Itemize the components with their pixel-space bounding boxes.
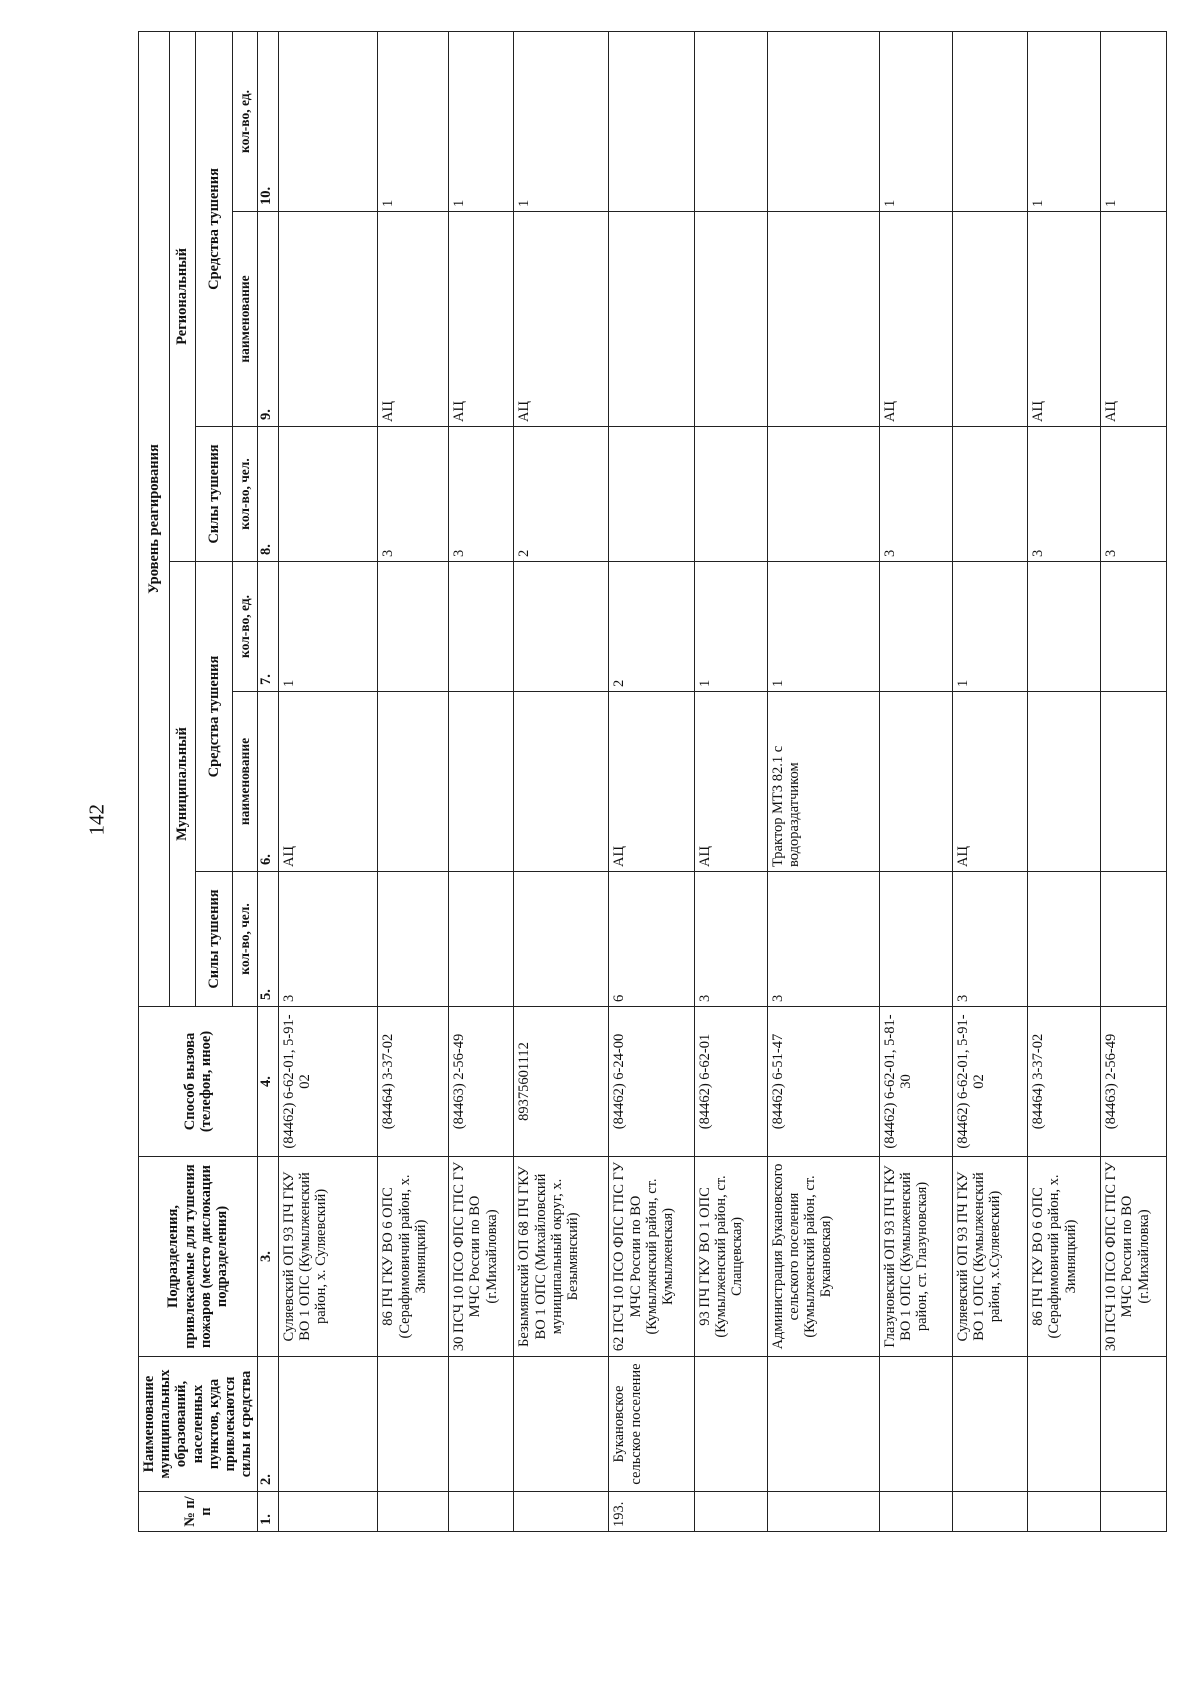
column-number: 5. — [257, 872, 278, 1007]
row-r-qty: 1 — [378, 31, 449, 211]
row-unit: 86 ПЧ ГКУ ВО 6 ОПС (Серафимовичий район, х. Зимняцкий) — [378, 1157, 449, 1357]
row-r-people — [609, 427, 694, 562]
row-number — [514, 1492, 609, 1532]
row-m-people: 3 — [767, 872, 879, 1007]
column-number: 8. — [257, 427, 278, 562]
row-number — [1101, 1492, 1166, 1532]
row-m-people — [1101, 872, 1166, 1007]
row-r-name: АЦ — [449, 212, 514, 427]
row-m-name: АЦ — [952, 692, 1027, 872]
row-r-name: АЦ — [514, 212, 609, 427]
row-settlement — [378, 1357, 449, 1492]
row-r-people — [952, 427, 1027, 562]
row-r-name: АЦ — [1101, 212, 1166, 427]
row-m-qty — [449, 562, 514, 692]
row-m-people: 3 — [952, 872, 1027, 1007]
header-response-level: Уровень реагирования — [139, 31, 170, 1006]
row-settlement: Букановское сельское поселение — [609, 1357, 694, 1492]
table-row — [879, 31, 952, 1531]
row-settlement — [694, 1357, 767, 1492]
row-m-name — [879, 692, 952, 872]
row-settlement — [952, 1357, 1027, 1492]
table-row — [694, 31, 767, 1531]
row-number — [952, 1492, 1027, 1532]
row-unit: 86 ПЧ ГКУ ВО 6 ОПС (Серафимовичий район, х. Зимняцкий) — [1028, 1157, 1101, 1357]
header-settlement: Наименование муниципальных образований, населенных пунктов, куда привлекаются силы и средства — [139, 1357, 258, 1492]
row-m-qty: 2 — [609, 562, 694, 692]
header-m-qty-people: кол-во, чел. — [233, 872, 258, 1007]
column-number: 4. — [257, 1007, 278, 1157]
row-number — [767, 1492, 879, 1532]
header-m-name: наименование — [233, 692, 258, 872]
fire-forces-table — [138, 31, 1167, 1532]
row-r-name — [609, 212, 694, 427]
row-unit: Безымянский ОП 68 ПЧ ГКУ ВО 1 ОПС (Михайловский муниципальный округ, х. Безымянский) — [514, 1157, 609, 1357]
row-r-qty — [952, 31, 1027, 211]
row-r-name — [952, 212, 1027, 427]
table-row — [609, 31, 694, 1531]
column-number: 6. — [257, 692, 278, 872]
row-r-qty: 1 — [1028, 31, 1101, 211]
row-phone: (84462) 6-24-00 — [609, 1007, 694, 1157]
header-m-means: Средства тушения — [196, 562, 233, 872]
row-m-qty: 1 — [952, 562, 1027, 692]
row-m-name — [378, 692, 449, 872]
row-phone: (84464) 3-37-02 — [1028, 1007, 1101, 1157]
row-unit: 30 ПСЧ 10 ПСО ФПС ГПС ГУ МЧС России по ВО (г.Михайловка) — [449, 1157, 514, 1357]
header-unit: Подразделения, привлекаемые для тушения пожаров (место дислокации подразделения) — [139, 1157, 258, 1357]
row-r-qty: 1 — [514, 31, 609, 211]
header-municipal: Муниципальный — [169, 562, 196, 1007]
table-row — [449, 31, 514, 1531]
row-r-people — [278, 427, 378, 562]
row-m-qty: 1 — [278, 562, 378, 692]
row-r-name: АЦ — [879, 212, 952, 427]
header-r-means: Средства тушения — [196, 31, 233, 426]
column-number-row — [257, 31, 278, 1531]
page-number: 142 — [84, 804, 109, 836]
row-unit: 30 ПСЧ 10 ПСО ФПС ГПС ГУ МЧС России по ВО (г.Михайловка) — [1101, 1157, 1166, 1357]
row-phone: (84463) 2-56-49 — [1101, 1007, 1166, 1157]
row-m-name — [1028, 692, 1101, 872]
column-number: 3. — [257, 1157, 278, 1357]
row-r-qty — [767, 31, 879, 211]
column-number: 7. — [257, 562, 278, 692]
row-m-name: АЦ — [278, 692, 378, 872]
row-phone: (84462) 6-62-01, 5-81-30 — [879, 1007, 952, 1157]
row-m-qty — [1028, 562, 1101, 692]
row-m-name: АЦ — [694, 692, 767, 872]
row-phone: (84462) 6-51-47 — [767, 1007, 879, 1157]
row-settlement — [278, 1357, 378, 1492]
row-m-people: 3 — [694, 872, 767, 1007]
row-settlement — [514, 1357, 609, 1492]
row-phone: (84462) 6-62-01, 5-91-02 — [278, 1007, 378, 1157]
row-m-qty — [879, 562, 952, 692]
row-m-people: 6 — [609, 872, 694, 1007]
row-unit: Администрация Букановского сельского поселения (Кумылженский район, ст. Букановская) — [767, 1157, 879, 1357]
row-r-name: АЦ — [1028, 212, 1101, 427]
row-unit: 93 ПЧ ГКУ ВО 1 ОПС (Кумылженский район, ст. Слащевская) — [694, 1157, 767, 1357]
row-settlement — [1028, 1357, 1101, 1492]
row-r-name — [694, 212, 767, 427]
row-unit: Глазуновский ОП 93 ПЧ ГКУ ВО 1 ОПС (Кумылженский район, ст. Глазуновская) — [879, 1157, 952, 1357]
header-r-qty-people: кол-во, чел. — [233, 427, 258, 562]
row-settlement — [1101, 1357, 1166, 1492]
column-number: 1. — [257, 1492, 278, 1532]
header-r-qty-units: кол-во, ед. — [233, 31, 258, 211]
row-m-people — [1028, 872, 1101, 1007]
row-m-name — [514, 692, 609, 872]
row-number — [278, 1492, 378, 1532]
row-r-people: 3 — [1028, 427, 1101, 562]
row-m-name: АЦ — [609, 692, 694, 872]
table-row — [767, 31, 879, 1531]
row-m-qty — [378, 562, 449, 692]
row-r-name: АЦ — [378, 212, 449, 427]
header-r-name: наименование — [233, 212, 258, 427]
rotated-page — [138, 32, 1164, 1532]
row-m-people — [514, 872, 609, 1007]
table-row — [952, 31, 1027, 1531]
row-m-people — [449, 872, 514, 1007]
table-row — [378, 31, 449, 1531]
row-r-people: 3 — [1101, 427, 1166, 562]
row-settlement — [879, 1357, 952, 1492]
row-number — [879, 1492, 952, 1532]
header-m-forces: Силы тушения — [196, 872, 233, 1007]
row-m-qty — [514, 562, 609, 692]
table-row — [514, 31, 609, 1531]
header-call-method: Способ вызова (телефон, иное) — [139, 1007, 258, 1157]
row-m-qty — [1101, 562, 1166, 692]
row-m-qty: 1 — [694, 562, 767, 692]
row-number — [449, 1492, 514, 1532]
row-unit: 62 ПСЧ 10 ПСО ФПС ГПС ГУ МЧС России по ВО (Кумылжнский район, ст. Кумылженская) — [609, 1157, 694, 1357]
header-number: № п/п — [139, 1492, 258, 1532]
header-m-qty-units: кол-во, ед. — [233, 562, 258, 692]
row-number — [378, 1492, 449, 1532]
row-m-name — [1101, 692, 1166, 872]
header-r-forces: Силы тушения — [196, 427, 233, 562]
row-settlement — [767, 1357, 879, 1492]
row-r-people: 3 — [378, 427, 449, 562]
table-row — [278, 31, 378, 1531]
row-settlement — [449, 1357, 514, 1492]
row-r-people: 3 — [879, 427, 952, 562]
row-r-people: 2 — [514, 427, 609, 562]
row-phone: (84463) 2-56-49 — [449, 1007, 514, 1157]
column-number: 2. — [257, 1357, 278, 1492]
row-number — [694, 1492, 767, 1532]
row-m-name — [449, 692, 514, 872]
row-r-qty — [609, 31, 694, 211]
row-r-people — [694, 427, 767, 562]
row-r-qty: 1 — [879, 31, 952, 211]
row-unit: Суляевский ОП 93 ПЧ ГКУ ВО 1 ОПС (Кумылженский район, х. Суляевский) — [278, 1157, 378, 1357]
table-row — [1028, 31, 1101, 1531]
row-m-people — [879, 872, 952, 1007]
header-regional: Региональный — [169, 31, 196, 561]
row-m-name: Трактор МТЗ 82.1 с водораздатчиком — [767, 692, 879, 872]
column-number: 9. — [257, 212, 278, 427]
row-phone: (84462) 6-62-01, 5-91-02 — [952, 1007, 1027, 1157]
row-r-qty — [278, 31, 378, 211]
row-phone: (84462) 6-62-01 — [694, 1007, 767, 1157]
row-r-people — [767, 427, 879, 562]
table-row — [1101, 31, 1166, 1531]
row-m-qty: 1 — [767, 562, 879, 692]
row-unit: Суляевский ОП 93 ПЧ ГКУ ВО 1 ОПС (Кумылженский район, х.Суляевский) — [952, 1157, 1027, 1357]
row-number: 193. — [609, 1492, 694, 1532]
row-number — [1028, 1492, 1101, 1532]
row-r-qty — [694, 31, 767, 211]
row-r-people: 3 — [449, 427, 514, 562]
row-r-name — [278, 212, 378, 427]
column-number: 10. — [257, 31, 278, 211]
row-m-people: 3 — [278, 872, 378, 1007]
row-r-name — [767, 212, 879, 427]
row-phone: 89375601112 — [514, 1007, 609, 1157]
row-m-people — [378, 872, 449, 1007]
row-phone: (84464) 3-37-02 — [378, 1007, 449, 1157]
row-r-qty: 1 — [449, 31, 514, 211]
row-r-qty: 1 — [1101, 31, 1166, 211]
